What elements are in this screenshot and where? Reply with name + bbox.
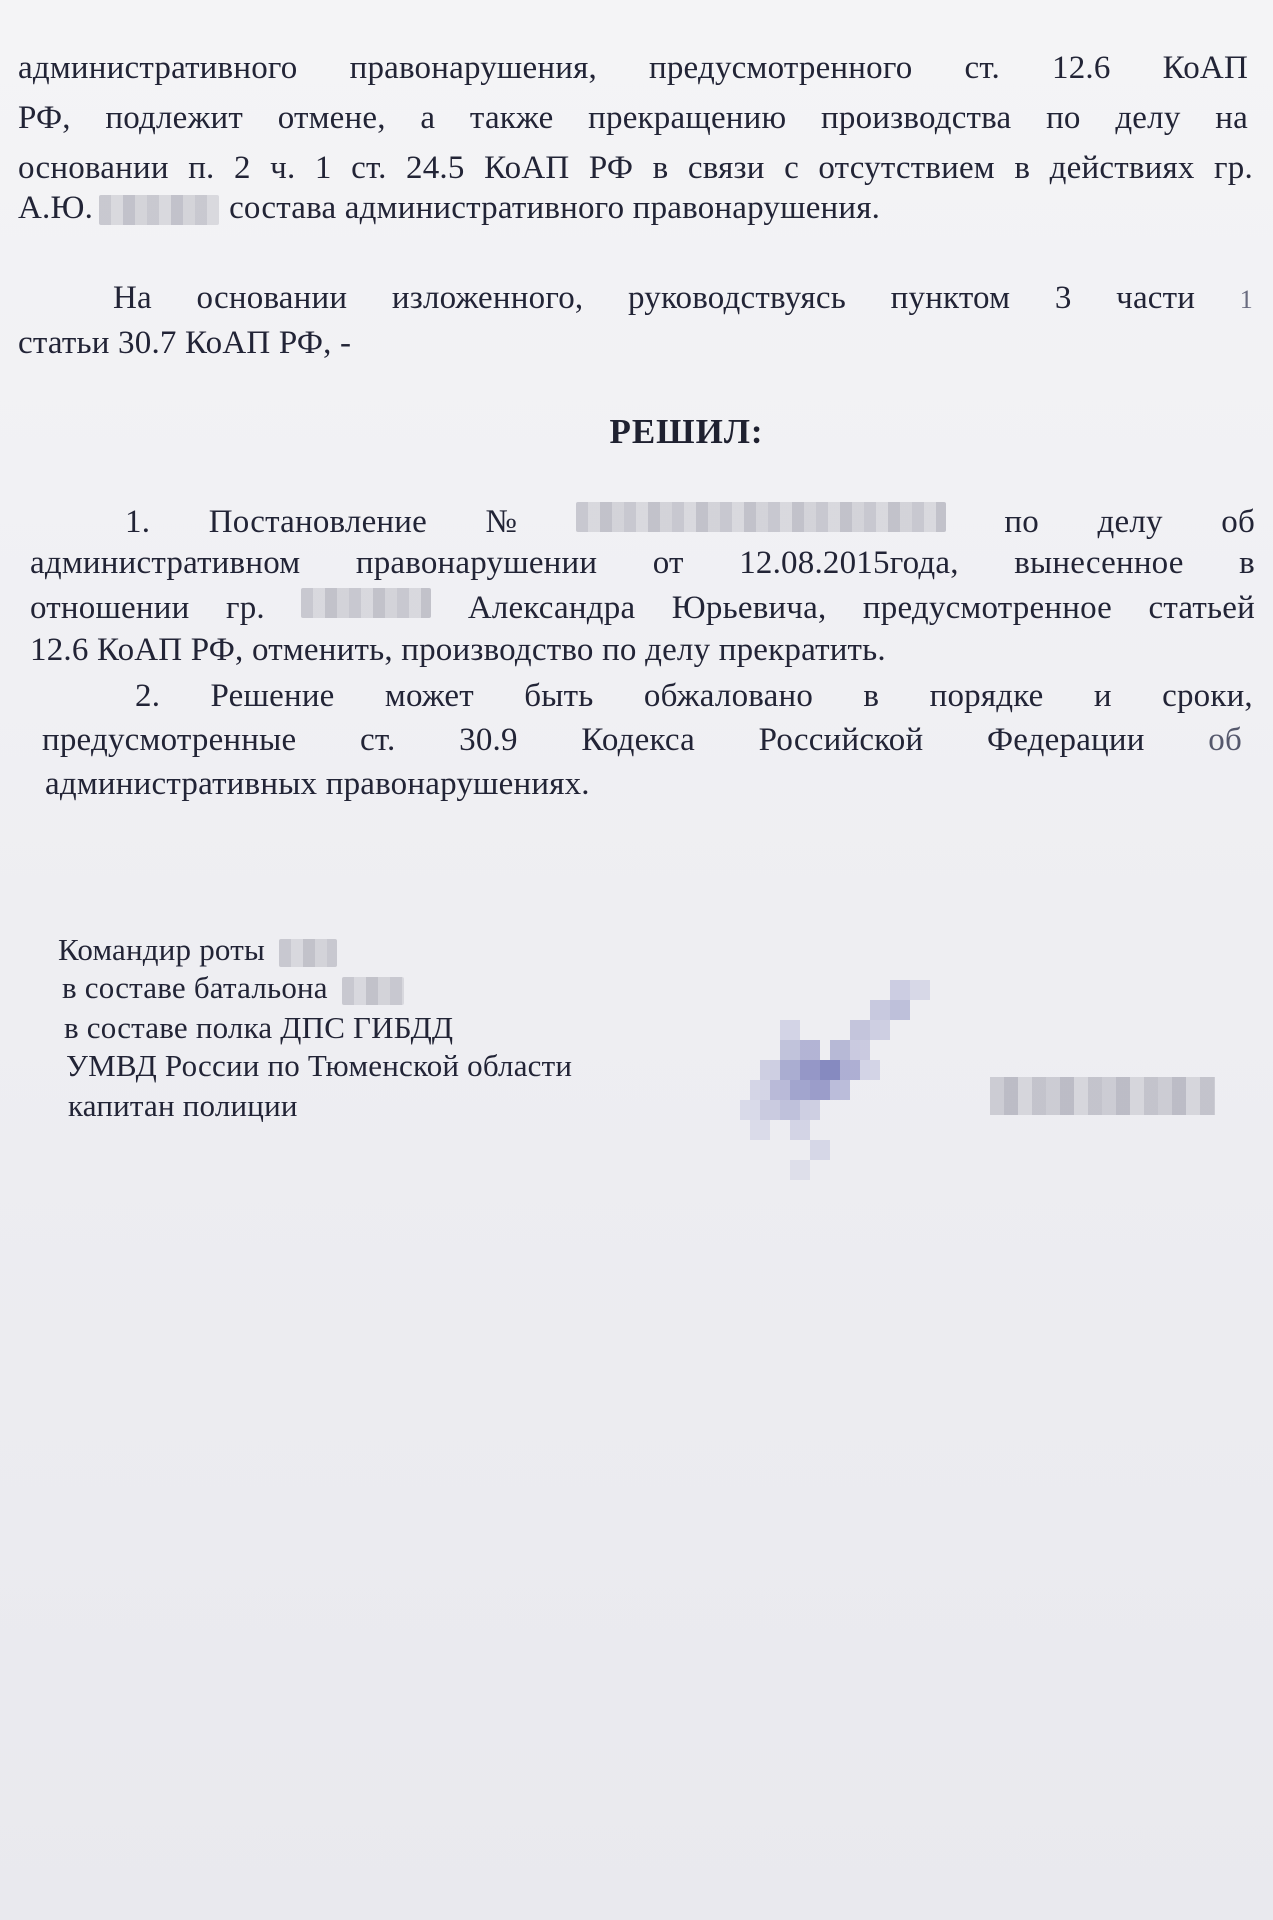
word: На	[113, 280, 152, 316]
redacted-resolution-number	[576, 502, 946, 532]
word: п.	[188, 150, 215, 186]
word: может	[384, 678, 474, 714]
sig-line-5	[68, 1088, 298, 1124]
word: КоАП	[1162, 50, 1248, 86]
word: основании	[18, 150, 169, 186]
sig-line-3	[64, 1010, 453, 1046]
word: 24.5	[406, 150, 465, 186]
word: ст.	[351, 150, 387, 186]
word: гр.	[225, 590, 265, 626]
word: правонарушении	[355, 545, 598, 581]
word: РФ,	[18, 100, 71, 136]
word: Постановление	[208, 504, 427, 540]
word: изложенного,	[391, 280, 584, 316]
word: об	[1208, 722, 1242, 758]
item2-line2	[42, 722, 1242, 759]
word: ч.	[270, 150, 296, 186]
word: 12.6	[1052, 50, 1111, 86]
word: Российской	[758, 722, 924, 758]
word: делу	[1115, 100, 1181, 136]
redacted-surname	[301, 588, 431, 618]
word: административного	[18, 50, 298, 86]
word: статьей	[1148, 590, 1255, 626]
handwritten-signature-icon	[740, 980, 970, 1200]
item1-line2	[30, 545, 1255, 582]
word: предусмотренного	[648, 50, 913, 86]
word: с	[784, 150, 799, 186]
sig-line-1	[58, 932, 337, 968]
word: РФ	[588, 150, 634, 186]
word: в	[652, 150, 669, 186]
word: делу	[1097, 504, 1163, 540]
word: пунктом	[890, 280, 1011, 316]
word: Юрьевича,	[671, 590, 827, 626]
word: обжаловано	[643, 678, 814, 714]
text: 12.6 КоАП РФ, отменить, производство по делу прекратить.	[30, 632, 886, 668]
word: гр.	[1214, 150, 1253, 186]
word: Кодекса	[581, 722, 696, 758]
word: в	[1239, 545, 1255, 581]
item1-line4	[30, 632, 886, 669]
item2-line3	[45, 766, 590, 803]
sig-line-2	[62, 970, 404, 1006]
word: ст.	[964, 50, 1000, 86]
word: административном	[30, 545, 301, 581]
word: действиях	[1049, 150, 1195, 186]
word: 2	[233, 150, 251, 186]
word: связи	[687, 150, 765, 186]
word: вынесенное	[1014, 545, 1184, 581]
word: ст.	[360, 722, 396, 758]
word: подлежит	[105, 100, 244, 136]
word: об	[1221, 504, 1255, 540]
para1-line2	[18, 100, 1248, 137]
text: в составе полка ДПС ГИБДД	[64, 1010, 454, 1045]
redacted-number	[342, 977, 404, 1005]
word: отмене,	[277, 100, 386, 136]
redacted-number	[279, 939, 337, 967]
word: и	[1093, 678, 1112, 714]
text: УМВД России по Тюменской области	[66, 1048, 573, 1083]
redacted-surname	[99, 195, 219, 225]
word: 1	[314, 150, 332, 186]
item-number: 1.	[125, 504, 151, 540]
word: 12.08.2015года,	[739, 545, 959, 581]
word: руководствуясь	[628, 280, 847, 316]
word: Александра	[467, 590, 636, 626]
text: капитан полиции	[68, 1088, 298, 1123]
text: статьи 30.7 КоАП РФ, -	[18, 325, 352, 361]
text: административных правонарушениях.	[45, 766, 590, 802]
text: состава административного правонарушения.	[229, 190, 881, 226]
text: в составе батальона	[62, 970, 328, 1005]
word: правонарушения,	[349, 50, 597, 86]
word: отсутствием	[818, 150, 995, 186]
word: предусмотренные	[42, 722, 297, 758]
word: производства	[821, 100, 1012, 136]
word: на	[1215, 100, 1248, 136]
word: также	[469, 100, 554, 136]
word: основании	[196, 280, 348, 316]
word: в	[1014, 150, 1031, 186]
word: отношении	[30, 590, 190, 626]
word: Решение	[210, 678, 335, 714]
item-number: 2.	[135, 678, 161, 714]
sig-line-4	[66, 1048, 572, 1084]
word: части	[1116, 280, 1196, 316]
item2-line1	[135, 678, 1253, 715]
para2-line1	[113, 280, 1253, 317]
decision-heading: РЕШИЛ:	[609, 412, 764, 451]
word: по	[1046, 100, 1081, 136]
text: Командир роты	[58, 932, 265, 967]
word: КоАП	[484, 150, 570, 186]
word: 30.9	[459, 722, 518, 758]
initials: А.Ю.	[18, 190, 94, 226]
word: по	[1004, 504, 1039, 540]
word: быть	[524, 678, 594, 714]
para1-line3	[18, 150, 1253, 187]
word: от	[652, 545, 684, 581]
word: порядке	[929, 678, 1044, 714]
redacted-officer-name	[990, 1077, 1215, 1115]
word: в	[863, 678, 880, 714]
word: №	[485, 504, 518, 540]
word: предусмотренное	[862, 590, 1113, 626]
para1-line4	[18, 190, 880, 227]
word: а	[420, 100, 436, 136]
word: 1	[1239, 285, 1253, 314]
word: сроки,	[1162, 678, 1253, 714]
para1-line1	[18, 50, 1248, 87]
word: прекращению	[588, 100, 787, 136]
word: 3	[1054, 280, 1072, 316]
item1-line3	[30, 588, 1255, 627]
word: Федерации	[986, 722, 1145, 758]
para2-line2	[18, 325, 351, 362]
item1-line1	[125, 502, 1255, 541]
